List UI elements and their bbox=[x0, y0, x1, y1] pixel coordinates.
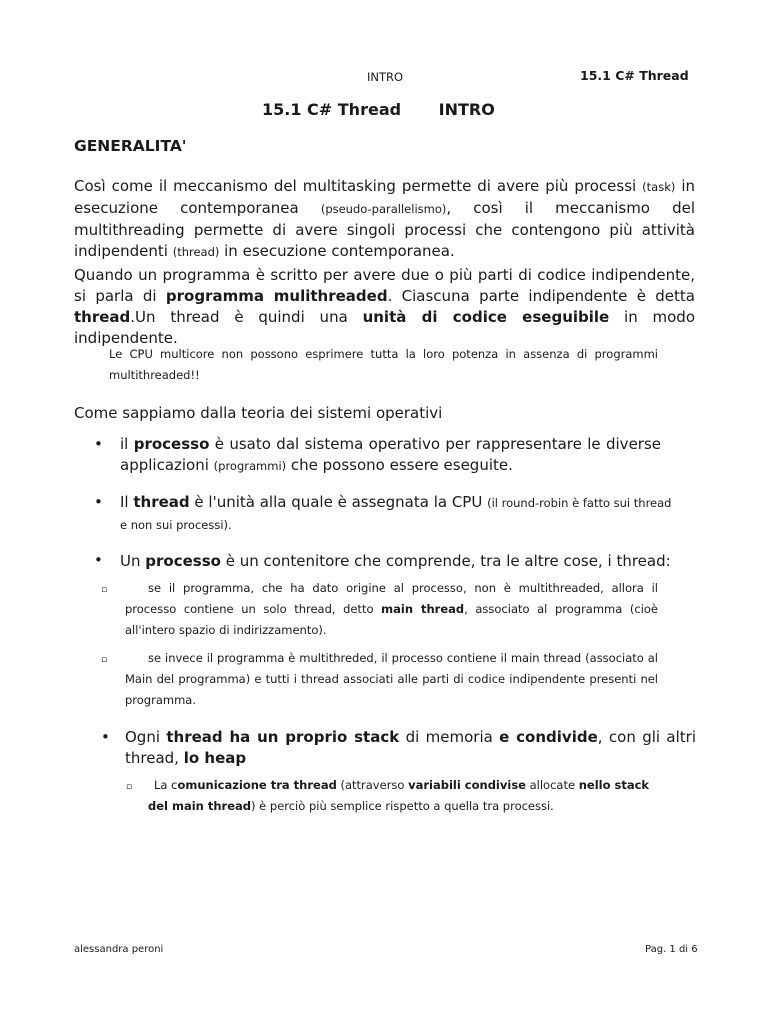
intro-line: Come sappiamo dalla teoria dei sistemi operativi bbox=[74, 404, 443, 422]
bullet-2-symbol: • bbox=[94, 493, 103, 511]
sub-bullet-1-text: se il programma, che ha dato origine al processo, non è multithreaded, allora il processo contiene un solo thread, detto main thread, associato al programma (cioè all'intero spazio di indirizzamento). bbox=[125, 581, 658, 637]
bullet-3-text: Un processo è un contenitore che comprende, tra le altre cose, i thread: bbox=[120, 552, 671, 570]
sub-bullet-1-symbol: ▫ bbox=[101, 585, 108, 595]
bullet-1-text: il processo è usato dal sistema operativo per rappresentare le diverse applicazioni (programmi) che possono essere eseguite. bbox=[120, 435, 662, 474]
sub-bullet-2-symbol: ▫ bbox=[101, 655, 108, 665]
header-title: 15.1 C# Thread bbox=[580, 68, 689, 83]
bullet-4-text: Ogni thread ha un proprio stack di memoria e condivide, con gli altri thread, lo heap bbox=[125, 728, 697, 767]
note-text: Le CPU multicore non possono esprimere tutta la loro potenza in assenza di programmi multithreaded!! bbox=[109, 347, 658, 382]
section-heading: GENERALITA' bbox=[74, 137, 187, 155]
doc-title-main: 15.1 C# Thread bbox=[262, 100, 402, 119]
footer-page-number: Pag. 1 di 6 bbox=[645, 944, 698, 955]
doc-title-sub: INTRO bbox=[438, 100, 495, 119]
sub-bullet-3-symbol: ▫ bbox=[126, 782, 133, 792]
bullet-3-symbol: • bbox=[94, 551, 103, 569]
sub-bullet-2-text: se invece il programma è multithreded, il processo contiene il main thread (associato al Main del programma) e tutti i thread associati alle parti di codice indipendente presenti nel programma. bbox=[125, 651, 658, 707]
paragraph-2: Quando un programma è scritto per avere due o più parti di codice indipendente, si parla di programma mulithreaded. Ciascuna parte indipendente è detta thread.Un thread è quindi una unità di codice eseguibile in modo indipendente. bbox=[74, 266, 695, 347]
doc-title bbox=[262, 100, 495, 119]
footer-author: alessandra peroni bbox=[74, 944, 164, 955]
paragraph-1: Così come il meccanismo del multitasking permette di avere più processi (task) in esecuzione contemporanea (pseudo-parallelismo), così il meccanismo del multithreading permette di avere singoli processi che contengono più attività indipendenti (thread) in esecuzione contemporanea. bbox=[74, 177, 696, 260]
sub-bullet-3-text: La comunicazione tra thread (attraverso variabili condivise allocate nello stack del main thread) è perciò più semplice rispetto a quella tra processi. bbox=[148, 778, 650, 813]
bullet-2-text: Il thread è l'unità alla quale è assegnata la CPU (il round-robin è fatto sui thread e non sui processi). bbox=[120, 493, 672, 532]
bullet-1-symbol: • bbox=[94, 435, 103, 453]
header-section: INTRO bbox=[367, 70, 404, 84]
bullet-4-symbol: • bbox=[101, 728, 110, 746]
